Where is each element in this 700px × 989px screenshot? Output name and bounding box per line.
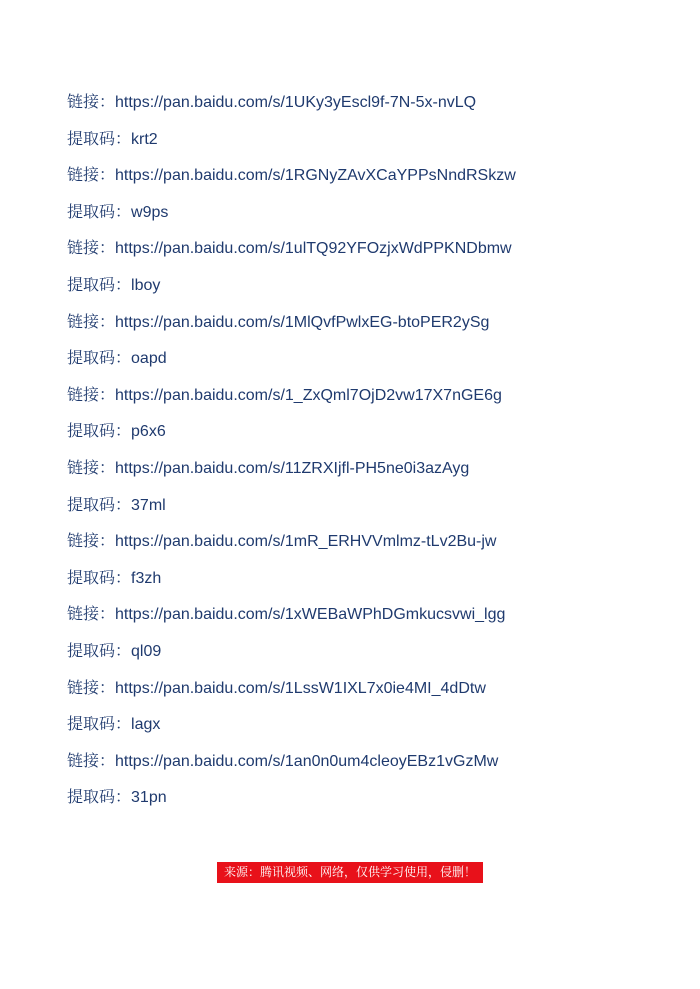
link-line-5: [67, 383, 667, 420]
code-label: 提取码：: [67, 716, 132, 734]
link-line-8: [67, 602, 667, 639]
code-label: 提取码：: [67, 350, 132, 368]
code-label: 提取码：: [67, 642, 132, 660]
share-link[interactable]: https://pan.baidu.com/s/1xWEBaWPhDGmkucsvwi_lgg: [115, 606, 506, 624]
link-label: 链接：: [67, 752, 116, 770]
share-link[interactable]: https://pan.baidu.com/s/1LssW1IXL7x0ie4MI_4dDtw: [115, 679, 486, 697]
code-line-2: [67, 200, 667, 237]
share-link[interactable]: https://pan.baidu.com/s/1ulTQ92YFOzjxWdPPKNDbmw: [115, 240, 512, 258]
link-line-9: [67, 676, 667, 713]
source-disclaimer-badge: 来源：腾讯视频、网络，仅供学习使用，侵删！: [217, 862, 483, 883]
code-line-10: [67, 785, 667, 822]
link-label: 链接：: [67, 459, 116, 477]
link-line-4: [67, 310, 667, 347]
extraction-code: oapd: [131, 350, 167, 368]
share-link[interactable]: https://pan.baidu.com/s/1UKy3yEscl9f-7N-5x-nvLQ: [115, 94, 477, 111]
code-line-4: [67, 346, 667, 383]
share-link[interactable]: https://pan.baidu.com/s/1an0n0um4cleoyEBz1vGzMw: [115, 752, 499, 770]
code-line-1: [67, 127, 667, 164]
link-label: 链接：: [67, 533, 116, 551]
link-label: 链接：: [67, 606, 116, 624]
link-list: [67, 90, 667, 822]
extraction-code: 37ml: [131, 496, 166, 514]
code-line-6: [67, 493, 667, 530]
link-line-1: [67, 90, 667, 127]
code-line-3: [67, 273, 667, 310]
link-line-3: [67, 236, 667, 273]
link-line-6: [67, 456, 667, 493]
code-label: 提取码：: [67, 423, 132, 441]
extraction-code: f3zh: [131, 569, 162, 587]
code-line-5: [67, 419, 667, 456]
code-line-8: [67, 639, 667, 676]
link-line-2: [67, 163, 667, 200]
code-label: 提取码：: [67, 203, 132, 221]
extraction-code: 31pn: [131, 789, 167, 807]
share-link[interactable]: https://pan.baidu.com/s/1_ZxQml7OjD2vw17X7nGE6g: [115, 386, 502, 404]
share-link[interactable]: https://pan.baidu.com/s/11ZRXIjfl-PH5ne0i3azAyg: [115, 459, 470, 477]
link-label: 链接：: [67, 167, 116, 185]
link-label: 链接：: [67, 240, 116, 258]
code-label: 提取码：: [67, 276, 132, 294]
link-label: 链接：: [67, 386, 116, 404]
link-label: 链接：: [67, 94, 116, 111]
link-label: 链接：: [67, 679, 116, 697]
code-label: 提取码：: [67, 789, 132, 807]
link-label: 链接：: [67, 313, 116, 331]
code-line-9: [67, 712, 667, 749]
extraction-code: krt2: [131, 130, 158, 148]
extraction-code: w9ps: [131, 203, 169, 221]
code-label: 提取码：: [67, 496, 132, 514]
extraction-code: lboy: [131, 276, 161, 294]
code-label: 提取码：: [67, 569, 132, 587]
extraction-code: p6x6: [131, 423, 166, 441]
share-link[interactable]: https://pan.baidu.com/s/1MlQvfPwlxEG-btoPER2ySg: [115, 313, 490, 331]
link-line-10: [67, 749, 667, 786]
code-line-7: [67, 566, 667, 603]
link-line-7: [67, 529, 667, 566]
code-label: 提取码：: [67, 130, 132, 148]
extraction-code: ql09: [131, 642, 162, 660]
share-link[interactable]: https://pan.baidu.com/s/1RGNyZAvXCaYPPsNndRSkzw: [115, 167, 516, 185]
extraction-code: lagx: [131, 716, 161, 734]
share-link[interactable]: https://pan.baidu.com/s/1mR_ERHVVmlmz-tLv2Bu-jw: [115, 533, 497, 551]
